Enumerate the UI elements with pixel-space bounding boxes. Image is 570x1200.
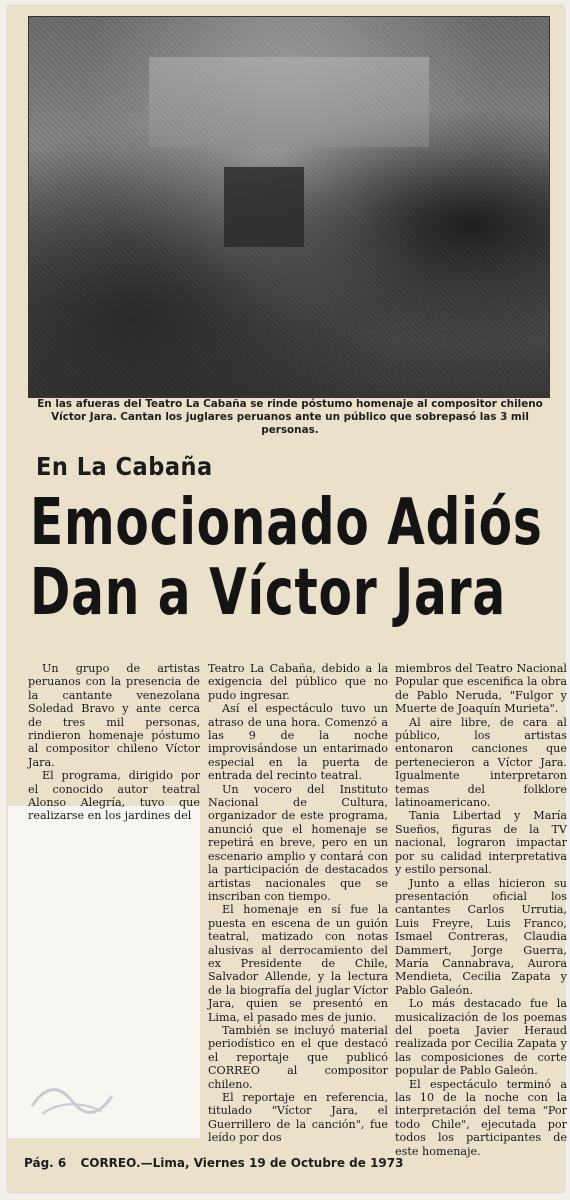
paragraph: Junto a ellas hicieron su presentación oficial los cantantes Carlos Urrutia, Luis Freyre, Luis Franco, Ismael Contreras, Claudia Dammert, Jorge Guerra, María Cannabrava, Aurora Mendieta, Cecilia Zapata y Pablo Galeón. — [395, 876, 567, 997]
headline-line-2: Dan a Víctor Jara — [30, 556, 506, 630]
article-column-3 — [395, 662, 567, 1158]
page-number: Pág. 6 — [24, 1156, 67, 1170]
paragraph: Un grupo de artistas peruanos con la presencia de la cantante venezolana Soledad Bravo y ante cerca de tres mil personas, rindieron homenaje póstumo al compositor chileno Víctor Jara. — [28, 662, 200, 769]
paragraph: Lo más destacado fue la musicalización de los poemas del poeta Javier Heraud realizada por Cecilia Zapata y las composiciones de corte popular de Pablo Galeón. — [395, 997, 567, 1078]
paragraph: miembros del Teatro Nacional Popular que escenifica la obra de Pablo Neruda, "Fulgor y Muerte de Joaquín Murieta". — [395, 662, 567, 716]
paragraph: El programa, dirigido por el conocido autor teatral Alonso Alegría, tuvo que realizarse en los jardines del — [28, 769, 200, 823]
paragraph: Teatro La Cabaña, debido a la exigencia del público que no pudo ingresar. — [208, 662, 388, 702]
article-column-2 — [208, 662, 388, 1145]
news-photo — [28, 16, 550, 398]
page-footer — [24, 1156, 564, 1170]
archive-watermark-logo — [22, 1066, 122, 1126]
paragraph: También se incluyó material periodístico en el que destacó el reportaje que publicó CORREO al compositor chileno. — [208, 1023, 388, 1091]
article-column-1 — [28, 662, 200, 823]
kicker: En La Cabaña — [36, 452, 213, 481]
paragraph: El homenaje en sí fue la puesta en escena de un guión teatral, matizado con notas alusivas al derrocamiento del ex Presidente de Chile, Salvador Allende, y la lectura de la biografía del juglar Víctor Jara, quien se presentó en Lima, el pasado mes de junio. — [208, 903, 388, 1024]
headline — [30, 486, 543, 630]
headline-line-1: Emocionado Adiós — [30, 486, 543, 560]
paragraph: El espectáculo terminó a las 10 de la noche con la interpretación del tema "Por todo Chile", ejecutada por todos los participantes de este homenaje. — [395, 1077, 567, 1158]
paragraph: Al aire libre, de cara al público, los artistas entonaron canciones que pertenecieron a Víctor Jara. Igualmente interpretaron temas del folklore latinoamericano. — [395, 715, 567, 810]
photo-stage — [224, 167, 304, 247]
paragraph: Tania Libertad y María Sueños, figuras de la TV nacional, lograron impactar por su calidad interpretativa y estilo personal. — [395, 809, 567, 877]
paragraph: Así el espectáculo tuvo un atraso de una hora. Comenzó a las 9 de la noche improvisándose un entarimado especial en la puerta de entrada del recinto teatral. — [208, 702, 388, 783]
photo-caption: En las afueras del Teatro La Cabaña se rinde póstumo homenaje al compositor chileno Víctor Jara. Cantan los juglares peruanos ante un público que sobrepasó las 3 mil personas. — [37, 398, 543, 436]
publication-line: CORREO.—Lima, Viernes 19 de Octubre de 1973 — [80, 1156, 404, 1170]
paragraph: Un vocero del Instituto Nacional de Cultura, organizador de este programa, anunció que el homenaje se repetirá en breve, pero en un escenario amplio y contará con la participación de destacados artistas nacionales que se inscriban con tiempo. — [208, 782, 388, 903]
paragraph: El reportaje en referencia, titulado "Víctor Jara, el Guerrillero de la canción", fue leído por dos — [208, 1091, 388, 1145]
photo-building — [149, 57, 429, 147]
newspaper-clipping — [8, 6, 567, 1192]
